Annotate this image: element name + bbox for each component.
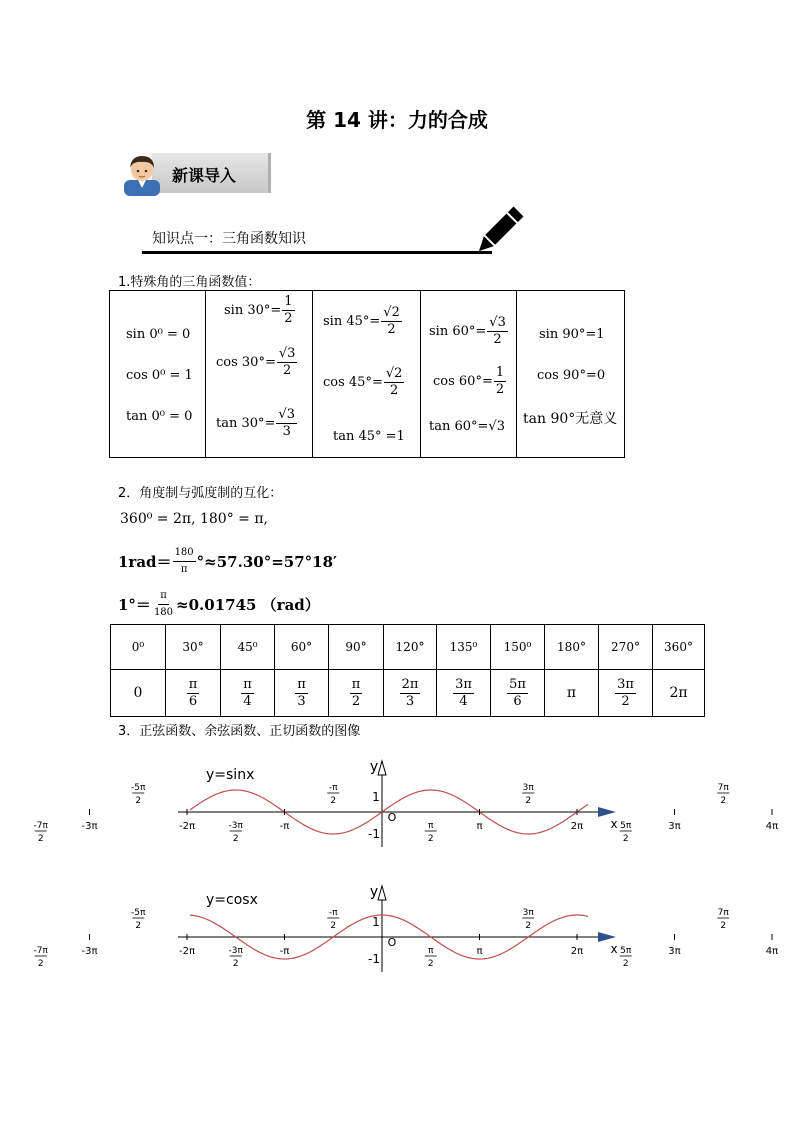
degree-cell: 60° <box>275 625 329 670</box>
radian-cell: $\frac{\pi}{6}$ <box>166 670 221 717</box>
half-tick-num: -3π <box>228 821 243 831</box>
tick-label: -2π <box>179 946 195 957</box>
half-tick-num: -π <box>328 783 338 793</box>
radian-cell: $\frac{\pi}{2}$ <box>329 670 384 717</box>
section2-heading: 2．角度制与弧度制的互化： <box>118 486 283 501</box>
half-tick-den: 2 <box>720 796 727 806</box>
half-tick-den: 2 <box>232 959 239 969</box>
degree-cell: 45⁰ <box>221 625 275 670</box>
tick-label: -3π <box>81 946 98 957</box>
degree-cell: 0⁰ <box>111 625 166 670</box>
degree-cell: 135⁰ <box>437 625 491 670</box>
lesson-banner <box>118 150 270 196</box>
degree-cell: 30° <box>166 625 221 670</box>
tan30: tan 30°= $\frac{√3}{3}$ <box>216 407 295 439</box>
half-tick-den: 2 <box>427 834 434 844</box>
knowledge-point-heading: 知识点一：三角函数知识 <box>152 231 306 247</box>
half-tick-num: π <box>428 946 434 956</box>
y-one-label: 1 <box>372 915 380 929</box>
degree-cell: 150⁰ <box>491 625 545 670</box>
x-axis-arrow-icon <box>598 932 616 942</box>
half-tick-den: 2 <box>37 959 44 969</box>
tick-label: π <box>476 946 483 957</box>
half-tick-num: -5π <box>131 908 146 918</box>
tan60: tan 60°=√3 <box>429 419 505 434</box>
heading-underline <box>142 251 492 254</box>
degree-cell: 120° <box>384 625 437 670</box>
half-tick-den: 2 <box>37 834 44 844</box>
cosine-graph <box>33 880 779 980</box>
radian-cell: π <box>545 670 599 717</box>
half-tick-num: -5π <box>131 783 146 793</box>
half-tick-num: -3π <box>228 946 243 956</box>
degree-cell: 270° <box>599 625 653 670</box>
sine-graph <box>33 755 779 855</box>
tick-label: π <box>476 821 483 832</box>
radian-cell: $\frac{3\pi}{2}$ <box>599 670 653 717</box>
col-0deg <box>110 291 206 458</box>
half-tick-den: 2 <box>330 796 337 806</box>
section3-heading: 3．正弦函数、余弦函数、正切函数的图像 <box>118 724 361 739</box>
tick-label: 3π <box>668 946 681 957</box>
sin30: sin 30°= $\frac{1}{2}$ <box>224 294 293 326</box>
sin60: sin 60°= $\frac{√3}{2}$ <box>429 315 506 347</box>
degree-cell: 90° <box>329 625 384 670</box>
radian-cell: $\frac{3\pi}{4}$ <box>437 670 491 717</box>
y-axis-arrow-icon <box>378 761 386 775</box>
page-title: 第 14 讲：力的合成 <box>306 108 488 132</box>
banner-label: 新课导入 <box>172 166 237 185</box>
radian-cell: $\frac{\pi}{4}$ <box>221 670 275 717</box>
origin-label: O <box>387 936 397 949</box>
col-90deg <box>517 291 625 458</box>
half-tick-den: 2 <box>525 921 532 931</box>
half-tick-num: π <box>428 821 434 831</box>
half-tick-den: 2 <box>427 959 434 969</box>
y-axis-label: y <box>369 759 379 775</box>
y-axis-arrow-icon <box>378 886 386 900</box>
col-45deg <box>313 291 421 458</box>
x-axis-label: x <box>610 942 618 956</box>
tick-label: -π <box>279 946 290 957</box>
cos30: cos 30°= $\frac{√3}{2}$ <box>216 346 296 378</box>
tick-label: 2π <box>570 946 584 957</box>
degree-cell: 360° <box>653 625 705 670</box>
deg-to-rad: 1°＝ $\frac{\pi}{180}$ ≈0.01745 （rad） <box>118 590 320 618</box>
tick-label: 3π <box>668 821 681 832</box>
function-label: y=cosx <box>206 892 258 908</box>
half-tick-den: 2 <box>622 834 629 844</box>
half-tick-den: 2 <box>525 796 532 806</box>
half-tick-den: 2 <box>622 959 629 969</box>
tick-label: 4π <box>765 821 779 832</box>
tick-label: 2π <box>570 821 584 832</box>
half-tick-num: -7π <box>33 946 48 956</box>
half-tick-den: 2 <box>720 921 727 931</box>
half-tick-num: 5π <box>620 946 632 956</box>
radian-row <box>111 670 705 717</box>
x-axis-arrow-icon <box>598 807 616 817</box>
pencil-icon <box>472 205 524 259</box>
conversion-line: 360⁰ = 2π, 180° = π, <box>120 511 268 527</box>
function-label: y=sinx <box>206 767 255 783</box>
degree-cell: 180° <box>545 625 599 670</box>
y-axis-label: y <box>369 884 379 900</box>
radian-cell: $\frac{5\pi}{6}$ <box>491 670 545 717</box>
radian-cell: $\frac{\pi}{3}$ <box>275 670 329 717</box>
tan90: tan 90°无意义 <box>523 411 618 427</box>
half-tick-den: 2 <box>330 921 337 931</box>
y-one-label: 1 <box>372 790 380 804</box>
half-tick-num: -7π <box>33 821 48 831</box>
half-tick-den: 2 <box>135 796 142 806</box>
half-tick-num: 7π <box>717 908 729 918</box>
radian-cell: 0 <box>111 670 166 717</box>
teacher-avatar-icon <box>118 150 166 196</box>
tick-label: -2π <box>179 821 195 832</box>
cos60: cos 60°= $\frac{1}{2}$ <box>433 365 505 397</box>
sin0: sin 0⁰ = 0 <box>126 327 191 342</box>
half-tick-num: 7π <box>717 783 729 793</box>
half-tick-num: 3π <box>522 908 534 918</box>
tick-label: -π <box>279 821 290 832</box>
half-tick-den: 2 <box>232 834 239 844</box>
tick-label: -3π <box>81 821 98 832</box>
section1-heading: 1.特殊角的三角函数值： <box>118 275 261 290</box>
cos45: cos 45°= $\frac{√2}{2}$ <box>323 366 403 398</box>
tan0: tan 0⁰ = 0 <box>126 409 193 424</box>
special-angle-table <box>109 290 625 458</box>
y-minus-one-label: -1 <box>368 952 380 966</box>
half-tick-den: 2 <box>135 921 142 931</box>
origin-label: O <box>387 811 397 824</box>
half-tick-num: 5π <box>620 821 632 831</box>
col-60deg <box>421 291 517 458</box>
sin90: sin 90°=1 <box>539 327 605 342</box>
degree-row <box>111 625 705 670</box>
y-minus-one-label: -1 <box>368 827 380 841</box>
half-tick-num: 3π <box>522 783 534 793</box>
radian-cell: 2π <box>653 670 705 717</box>
tick-label: 4π <box>765 946 779 957</box>
radian-cell: $\frac{2\pi}{3}$ <box>384 670 437 717</box>
sin45: sin 45°= $\frac{√2}{2}$ <box>323 305 400 337</box>
rad-to-deg: 1rad＝ $\frac{180}{\pi}$ °≈57.30°=57°18′ <box>118 547 337 575</box>
tan45: tan 45° =1 <box>333 429 405 444</box>
cos0: cos 0⁰ = 1 <box>126 368 193 383</box>
x-axis-label: x <box>610 817 618 831</box>
cos90: cos 90°=0 <box>537 368 606 383</box>
half-tick-num: -π <box>328 908 338 918</box>
angle-radian-table <box>110 624 705 717</box>
col-30deg <box>206 291 313 458</box>
